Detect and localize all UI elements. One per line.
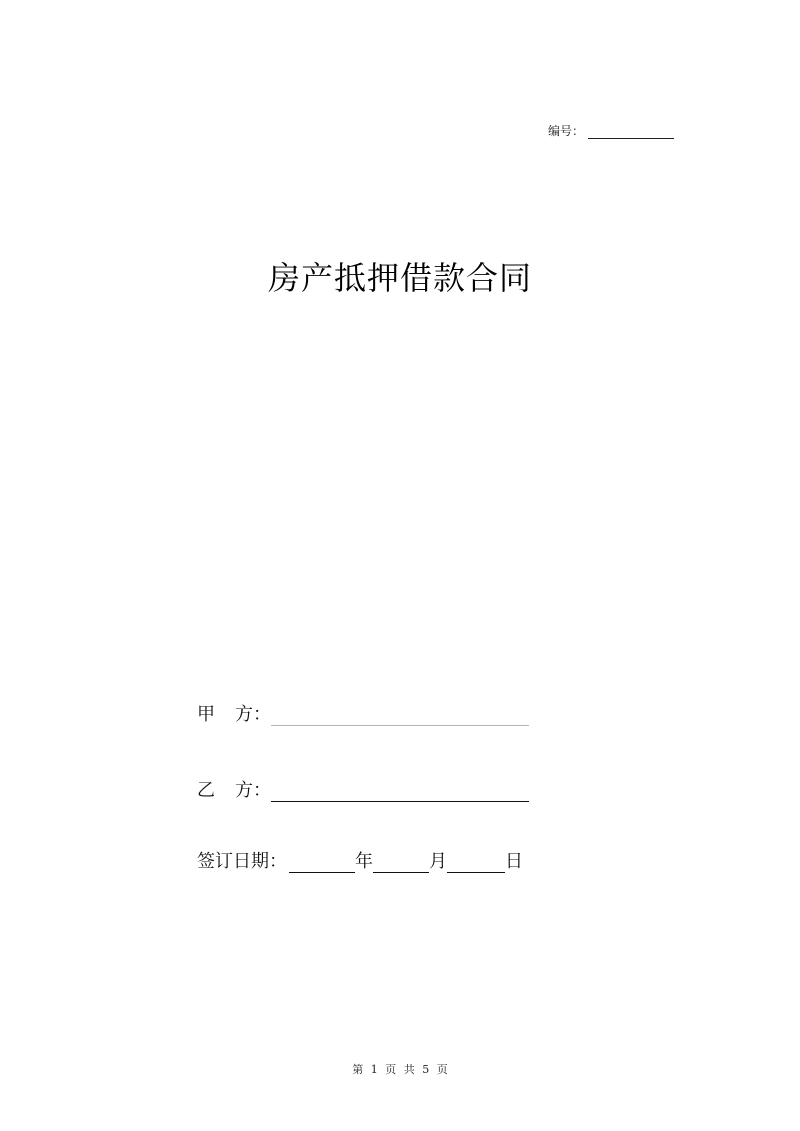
sign-day-blank[interactable] (447, 852, 505, 873)
serial-number-blank[interactable] (588, 125, 674, 139)
party-b-row (197, 776, 529, 802)
document-title: 房产抵押借款合同 (267, 259, 532, 297)
party-a-blank[interactable] (271, 705, 529, 726)
party-b-label-char2: 方 (235, 780, 253, 801)
party-a-label-char1: 甲 (197, 704, 215, 725)
sign-date-row (197, 847, 523, 873)
sign-month-blank[interactable] (373, 852, 429, 873)
serial-number (548, 122, 674, 139)
page-footer: 第 1 页 共 5 页 (352, 1063, 448, 1076)
party-a-label-char2: 方 (235, 704, 253, 725)
party-b-colon: ： (253, 780, 271, 801)
party-b-label-char1: 乙 (197, 780, 215, 801)
sign-date-label: 签订日期： (197, 851, 287, 872)
party-b-label (197, 776, 253, 802)
party-a-row (197, 700, 529, 726)
party-a-label (197, 700, 253, 726)
party-a-colon: ： (253, 704, 271, 725)
party-b-blank[interactable] (271, 781, 529, 802)
sign-month-unit: 月 (429, 851, 447, 872)
sign-year-unit: 年 (355, 851, 373, 872)
sign-year-blank[interactable] (289, 852, 355, 873)
sign-day-unit: 日 (505, 851, 523, 872)
serial-number-label: 编号： (548, 124, 585, 138)
